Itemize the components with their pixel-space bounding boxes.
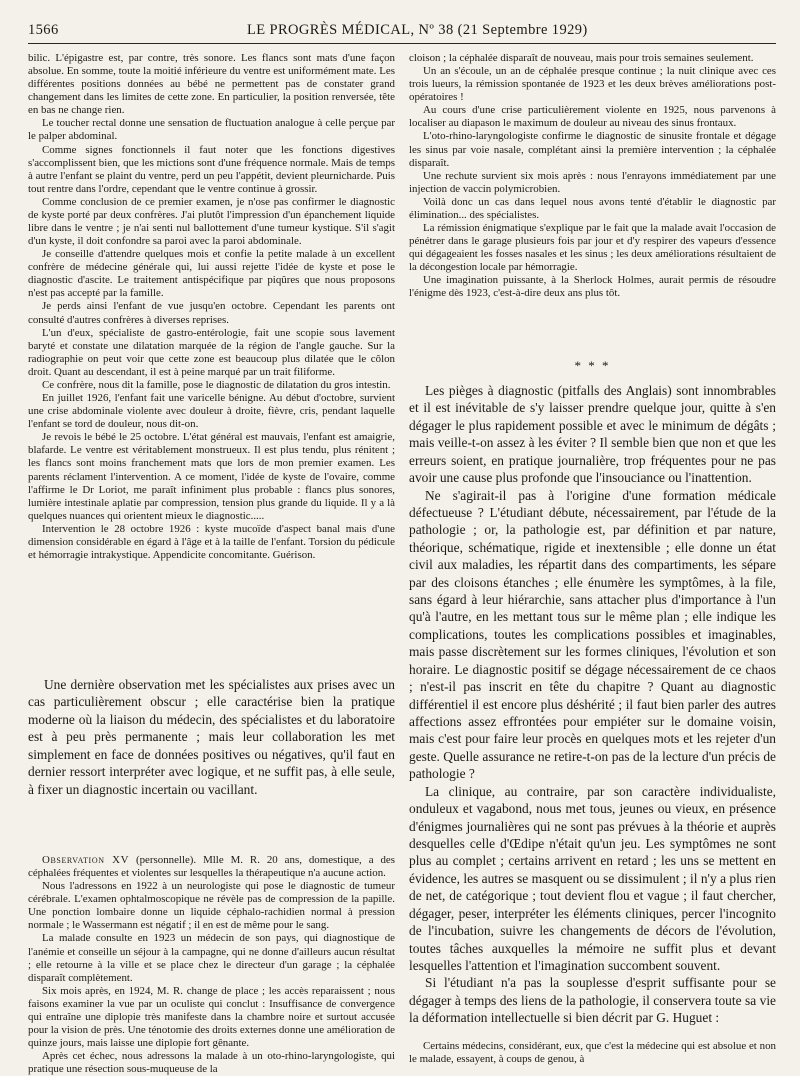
paragraph: Ce confrère, nous dit la famille, pose le diagnostic de dilatation du gros intestin.	[42, 378, 391, 391]
paragraph: Les pièges à diagnostic (pitfalls des Anglais) sont innombrables et il est inévitable de s'y laisser prendre quelque jour, quitte à s'en dégager le plus rapidement possible et avec le minimum de dégâts ; mais veille-t-on assez à les éviter ? Il semble bien que non et que les erreurs soient, en pratique journalière, trop fréquentes pour ne pas avoir une cause plus profonde que l'insouciance ou l'inattention.	[409, 383, 776, 486]
paragraph: L'un d'eux, spécialiste de gastro-entérologie, fait une scopie sous lavement baryté et constate une dilatation marquée de la région de l'angle gauche. Sur la radiographie on peut voir que cette zone est beaucoup plus dilatée que le côlon droit. Quant au descendant, il est à peine marqué par un trait filiforme.	[28, 326, 395, 378]
observation-intro: (personnelle). Mlle M. R. 20 ans, domestique, a des céphalées fréquentes et violentes sur lesquelles la thérapeutique n'a aucune action.	[28, 854, 395, 880]
paragraph: Une rechute survient six mois après : nous l'enrayons immédiatement par une injection de vaccin polymicrobien.	[409, 169, 776, 195]
paragraph: Un an s'écoule, un an de céphalée presque continue ; la nuit clinique avec ces trois lueurs, la rémission spontanée de 1923 et les deux brèves améliorations post-opératoires !	[409, 65, 776, 104]
right-large-text	[409, 382, 776, 1032]
right-top-text	[409, 52, 776, 352]
paragraph: Je perds ainsi l'enfant de vue jusqu'en octobre. Cependant les parents ont consulté d'autres confrères à diverses reprises.	[28, 300, 395, 326]
section-separator: * * *	[574, 358, 611, 373]
right-column	[409, 52, 776, 1066]
observation-xv	[28, 854, 395, 1076]
paragraph: Comme conclusion de ce premier examen, je n'ose pas confirmer le diagnostic de kyste porté par deux confrères. J'ai plutôt l'impression d'un épanchement liquide libre dans le ventre ; je n'ai senti nul ballottement d'une tumeur kystique. S'il s'agit d'un kyste, il doit confondre sa paroi avec la paroi abdominale.	[28, 195, 395, 248]
paragraph: bilic. L'épigastre est, par contre, très sonore. Les flancs sont mats d'une façon absolue. En somme, toute la moitié inférieure du ventre est uniformément mate. Les différentes positions données au bébé ne permettent pas de constater grand changement dans les limites de cette zone. En particulier, la position renversée, tête en bas ne change rien.	[28, 52, 395, 117]
paragraph: Une dernière observation met les spécialistes aux prises avec un cas particulièrement obscur ; elle caractérise bien la pratique moderne où la liaison du médecin, des spécialistes et du laboratoire est à peu près permanente ; mais leur collaboration les met simplement en face de données positives ou négatives, qu'il faut en dernier ressort interpréter avec logique, et ne suffit pas, à elle seule, à fixer un diagnostic incertain ou vacillant.	[28, 677, 395, 797]
page-number: 1566	[28, 22, 59, 38]
paragraph: Une imagination puissante, à la Sherlock Holmes, aurait permis de résoudre l'énigme dès 1923, c'est-à-dire deux ans plus tôt.	[409, 274, 776, 300]
quotation	[409, 1040, 776, 1074]
left-column	[28, 52, 395, 1076]
paragraph: Le toucher rectal donne une sensation de fluctuation analogue à celle perçue par le palper abdominal.	[28, 117, 395, 143]
two-column-body	[28, 52, 776, 1076]
paragraph: Je revois le bébé le 25 octobre. L'état général est mauvais, l'enfant est amaigrie, blafarde. Le ventre est véritablement monstrueux. Il est plus tendu, plus rénitent ; les flancs sont moins franchement mats que lors de mon premier examen. Les parents réclament l'intervention. A ce moment, l'idée de kyste de l'ovaire, comme l'affirme le Dr Loriot, me paraît infiniment plus probable : flancs plus sonores, lumière intestinale aplatie par compression, tension plus grande du liquide. Il y a là quelques nuances qui orientent mieux le diagnostic.....	[28, 431, 395, 522]
paragraph: La rémission énigmatique s'explique par le fait que la malade avait l'occasion de pénétrer dans le garage plusieurs fois par jour et d'y respirer des vapeurs d'essence qui dégageaient les fosses nasales et les sinus ; les deux améliorations résultaient de la décongestion locale par hémorragie.	[409, 222, 776, 274]
paragraph: Voilà donc un cas dans lequel nous avons tenté d'établir le diagnostic par élimination... des spécialistes.	[409, 195, 776, 221]
paragraph: Certains médecins, considérant, eux, que c'est la médecine qui est absolue et non le malade, essayent, à coups de genou, à	[409, 1040, 776, 1066]
paragraph: Au cours d'une crise particulièrement violente en 1925, nous parvenons à localiser au diapason le maximum de douleur au niveau des sinus frontaux.	[409, 104, 776, 130]
paragraph: La clinique, au contraire, par son caractère individualiste, onduleux et vagabond, nous met tous, jeunes ou vieux, en présence d'énigmes journalières qui ne sont pas prévues à la théorie et auprès desquelles celle d'Œdipe n'était qu'un jeu. Les symptômes ne sont plus au complet ; certains arrivent en retard ; les uns se mettent en évidence, les autres se masquent ou se dissimulent ; il n'y a plus rien de net, de catégorique ; tout devient flou et vague ; il faut chercher, dégager, peser, interpréter les éléments cliniques, percer l'incognito de l'incubation, suivre les changements de décors de l'évolution, toutes tâches auxquelles la mémoire ne suffit plus et devant lesquelles l'attention et l'imagination succombent souvent.	[409, 783, 776, 973]
paragraph: Si l'étudiant n'a pas la souplesse d'esprit suffisante pour se dégager à temps des liens de la pathologie, il conservera toute sa vie la déformation intellectuelle si bien décrit par G. Huguet :	[409, 975, 776, 1026]
paragraph: Six mois après, en 1924, M. R. change de place ; les accès reparaissent ; nous faisons examiner la vue par un oculiste qui conclut : Insuffisance de convergence qui entraîne une diplopie très manifeste dans la chambre noire et surtout accusée pour la vision de près. Une ténotomie des droits externes donne une amélioration de quinze jours, mais laisse une diplopie fort gênante.	[28, 984, 395, 1050]
paragraph: L'oto-rhino-laryngologiste confirme le diagnostic de sinusite frontale et dégage les sinus par voie nasale, complétant ainsi la première intervention ; la céphalée disparaît.	[409, 130, 776, 169]
paragraph: Ne s'agirait-il pas à l'origine d'une formation médicale défectueuse ? L'étudiant débute, nécessairement, par l'étude de la pathologie ; or, la pathologie est, par définition et par nature, théorique, schématique, rigide et inextensible ; elle donne un état civil aux maladies, les répartit dans des compartiments, les sépare par des cloisons étanches ; elle énumère les symptômes, à la file, sans égard à leur hiérarchie, sans attacher plus d'importance à l'un qu'à l'autre, en les mettant tous sur le même plan ; elle indique les complications, toutes les complications possibles et imaginables, mais passe discrètement sur les formes cliniques, l'évolution et son horaire. Le diagnostic positif se dégage nécessairement de ce chaos ; n'est-il pas inscrit en tête du chapitre ? Quant au diagnostic différentiel il est encore plus déshérité ; il faut bien parler des autres affections assez effrontées pour empiéter sur le domaine voisin, mais c'est pour faire leur procès en quelques mots et les rejeter d'un geste. Quelle assurance ne retire-t-on pas de la lecture d'un précis de pathologie ?	[409, 487, 776, 782]
paragraph: Je conseille d'attendre quelques mois et confie la petite malade à un excellent confrère de médecine générale qui, lui aussi rejette l'idée de kyste et pose le diagnostic d'ascite. Le traitement antispécifique par piqûres que nous proposons n'est pas accepté par la famille.	[28, 248, 395, 300]
paragraph: La malade consulte en 1923 un médecin de son pays, qui diagnostique de l'anémie et conseille un séjour à la campagne, qui ne donne d'ailleurs aucun résultat ; elle retourne à la ville et se place chez le directeur d'un garage ; la céphalée disparaît complètement.	[28, 932, 395, 984]
paragraph: cloison ; la céphalée disparaît de nouveau, mais pour trois semaines seulement.	[409, 52, 754, 64]
paragraph: En juillet 1926, l'enfant fait une varicelle bénigne. Au début d'octobre, survient une crise abdominale violente avec douleur à droite, fièvre, cris, pendant laquelle l'enfant se tord de douleur, nous dit-on.	[28, 392, 395, 431]
observation-label: Observation XV	[42, 854, 130, 866]
left-top-text	[28, 52, 395, 664]
journal-title: LE PROGRÈS MÉDICAL, Nº 38 (21 Septembre 1929)	[246, 22, 588, 38]
paragraph: Après cet échec, nous adressons la malade à un oto-rhino-laryngologiste, qui pratique une résection sous-muqueuse de la	[28, 1050, 395, 1076]
paragraph: Comme signes fonctionnels il faut noter que les fonctions digestives s'accomplissent bien, que les mictions sont d'une fréquence normale. Mais de temps à autre l'enfant se plaint du ventre, perd un peu l'appétit, devient pleurnicharde. Puis tout rentre dans l'ordre, cependant que le ventre continue à grossir.	[28, 143, 395, 195]
observation-heading	[28, 854, 395, 880]
paragraph: Intervention le 28 octobre 1926 : kyste mucoïde d'aspect banal mais d'une dimension considérable en égard à l'âge et à la taille de l'enfant. Torsion du pédicule et hémorragie intrakystique. Appendicite concomitante. Guérison.	[28, 522, 395, 561]
left-large-text	[28, 676, 395, 846]
page-header	[28, 22, 776, 44]
paragraph: Nous l'adressons en 1922 à un neurologiste qui pose le diagnostic de tumeur cérébrale. L'examen ophtalmoscopique ne révèle pas de compression de la papille. Une ponction lombaire donne un liquide céphalo-rachidien normal à pression normale ; le Wassermann est négatif ; il en est de même pour le sang.	[28, 880, 395, 932]
